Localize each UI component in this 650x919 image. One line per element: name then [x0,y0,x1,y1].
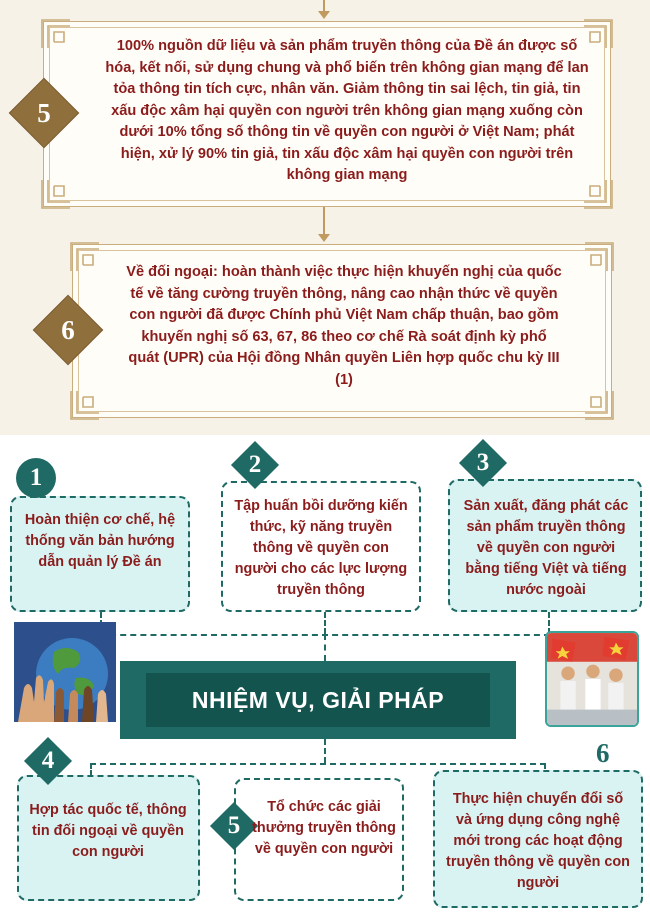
arrow-icon [318,11,330,19]
corner-ornament-icon [40,178,72,210]
task-number-4: 4 [41,747,55,774]
center-title: NHIỆM VỤ, GIẢI PHÁP [191,686,445,713]
celebration-crowd-image [545,631,639,727]
task-text-4: Hợp tác quốc tế, thông tin đối ngoại về quyền con người [29,802,187,860]
arrow-icon [318,234,330,242]
corner-ornament-icon [69,389,101,421]
task-number-3: 3 [476,449,490,476]
task-text-1: Hoàn thiện cơ chế, hệ thống văn bản hướng dẫn quản lý Đề án [24,512,176,570]
connector-line [100,634,550,636]
center-banner [120,661,516,739]
hands-globe-image [14,622,116,722]
task-text-3: Sản xuất, đăng phát các sản phẩm truyền thông về quyền con người bằng tiếng Việt và tiếng nước ngoài [463,498,629,598]
task-number-6: 6 [596,738,610,768]
task-text-2: Tập huấn bồi dưỡng kiến thức, kỹ năng truyền thông về quyền con người cho các lực lượng truyền thông [234,498,408,598]
task-text-5: Tổ chức các giải thưởng truyền thông về quyền con người [252,799,396,857]
corner-ornament-icon [583,241,615,273]
task-number-1: 1 [16,458,56,498]
goal-number-5: 5 [37,97,51,128]
goal-number-6: 6 [61,314,75,345]
task-number-2: 2 [248,451,262,478]
connector-line [90,763,546,765]
goals-section [0,0,650,435]
corner-ornament-icon [583,389,615,421]
connector-line [323,207,325,235]
center-banner-band [146,673,490,727]
task-number-5: 5 [227,812,241,839]
goal-text-5: 100% nguồn dữ liệu và sản phẩm truyền thông của Đề án được số hóa, kết nối, sử dụng chung và phổ biến trên không gian mạng để lan tỏa thông tin tích cực, nhân văn. Giảm thông tin sai lệch, tin giả, tin xấu độc xâm hại quyền con người trên không gian mạng xuống còn dưới 10% tổng số thông tin về quyền con người ở Việt Nam; phát hiện, xử lý 90% tin giả, tin xấu độc xâm hại quyền con người trên không gian mạng [105,38,589,183]
goal-text-6: Về đối ngoại: hoàn thành việc thực hiện khuyến nghị của quốc tế về tăng cường truyền thông, nâng cao nhận thức về quyền con người đã được Chính phủ Việt Nam chấp thuận, bao gồm khuyến nghị số 63, 67, 86 theo cơ chế Rà soát định kỳ phổ quát (UPR) của Hội đồng Nhân quyền Liên hợp quốc chu kỳ III (1) [126,264,562,388]
connector-line [324,612,326,634]
corner-ornament-icon [69,241,101,273]
corner-ornament-icon [40,18,72,50]
task-text-6: Thực hiện chuyển đổi số và ứng dụng công nghệ mới trong các hoạt động truyền thông về quyền con người [446,791,630,891]
connector-line [324,739,326,763]
connector-line [324,634,326,661]
